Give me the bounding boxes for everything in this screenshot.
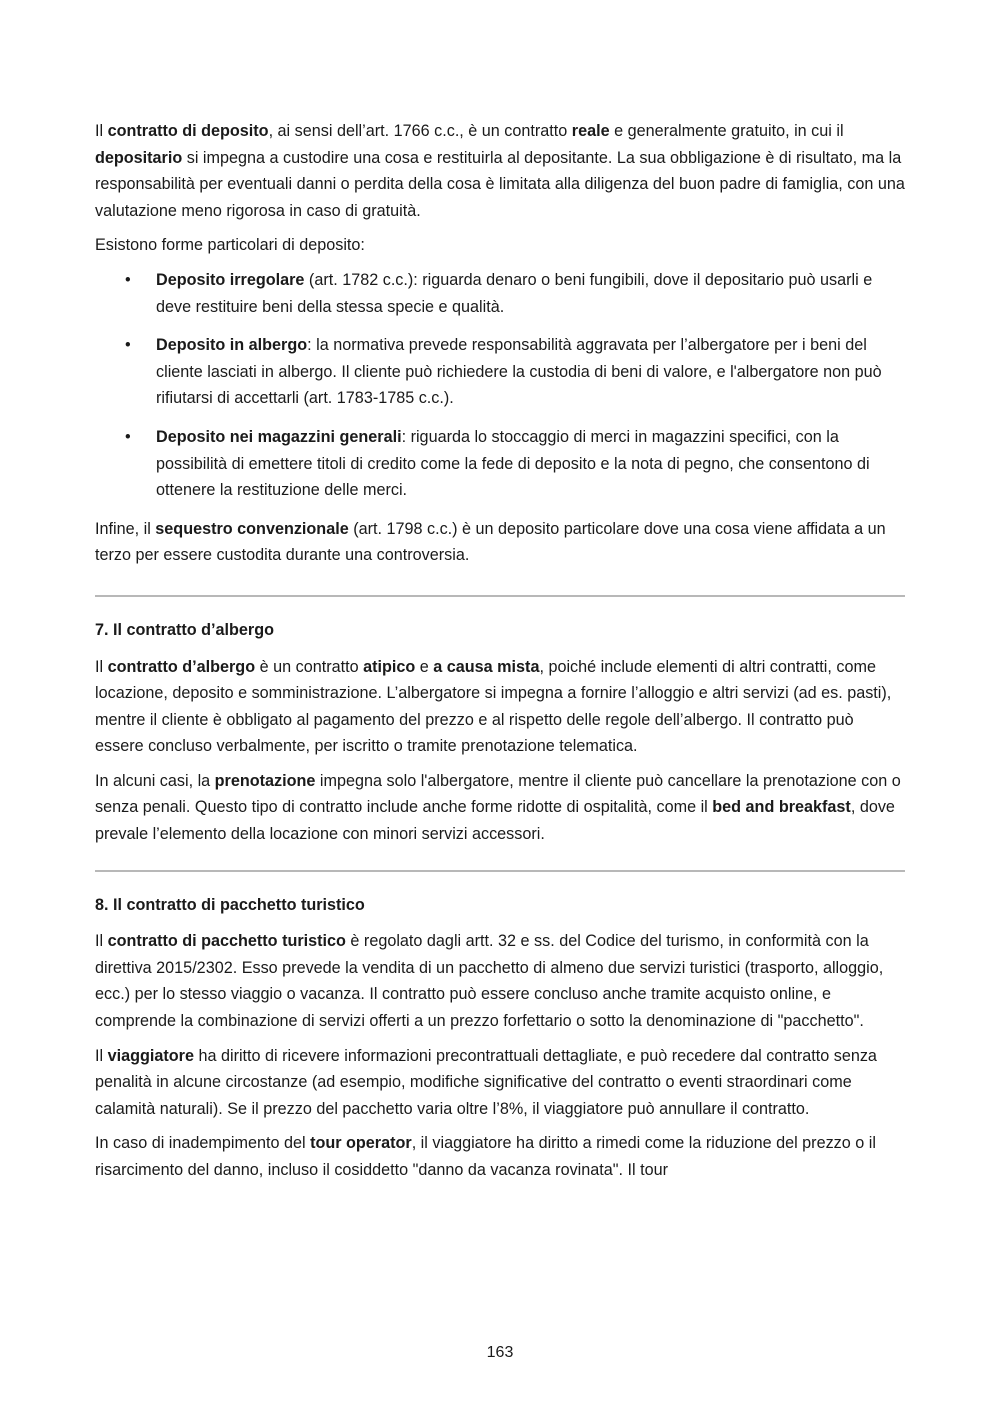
text: Il: [95, 122, 108, 140]
text: Il: [95, 1046, 108, 1065]
document-page: [95, 118, 905, 1192]
bold-term: sequestro convenzionale: [155, 519, 349, 538]
section-heading-albergo: 7. Il contratto d’albergo: [95, 620, 274, 639]
bullet-icon: •: [125, 336, 131, 355]
text: e: [415, 657, 434, 676]
text: , dove prevale l’elemento della locazione con minori servizi accessori.: [95, 798, 895, 844]
text: Il: [95, 932, 108, 951]
text: Il: [95, 657, 108, 676]
text: e generalmente gratuito, in cui il: [609, 122, 844, 140]
bold-term: Deposito nei magazzini generali: [156, 427, 402, 446]
pacchetto-paragraph-1: [95, 928, 905, 1034]
sequestro-paragraph: [95, 516, 905, 569]
bold-term: tour operator: [310, 1134, 412, 1153]
bold-term: depositario: [95, 148, 183, 167]
albergo-paragraph-1: [95, 654, 905, 760]
bullet-icon: •: [125, 270, 131, 289]
text: , ai sensi dell’art. 1766 c.c., è un contratto: [268, 122, 572, 140]
deposito-intro-paragraph: [95, 118, 905, 224]
bold-term: reale: [571, 122, 610, 140]
text: In alcuni casi, la: [95, 771, 215, 790]
deposito-forme-intro: Esistono forme particolari di deposito:: [95, 236, 365, 255]
section-divider: [95, 870, 905, 872]
pacchetto-paragraph-2: [95, 1043, 905, 1123]
text: , il viaggiatore ha diritto a rimedi come la riduzione del prezzo o il risarcimento del danno, incluso il cosiddetto "danno da vacanza rovinata". Il tour: [95, 1134, 876, 1179]
bold-term: a causa mista: [433, 657, 540, 676]
pacchetto-paragraph-3: [95, 1130, 905, 1183]
bullet-icon: •: [125, 427, 131, 446]
text: (art. 1782 c.c.): riguarda denaro o beni fungibili, dove il depositario può usarli e deve restituire beni della stessa specie e qualità.: [156, 270, 873, 316]
text: : riguarda lo stoccaggio di merci in magazzini specifici, con la possibilità di emettere titoli di credito come la fede di deposito e la nota di pegno, che consentono di ottenere la restituzione delle merci.: [156, 427, 870, 500]
text: : la normativa prevede responsabilità aggravata per l’albergatore per i beni del cliente lasciati in albergo. Il cliente può richiedere la custodia di beni di valore, e l'albergatore non può rifiutarsi di accettarli (art. 1783-1785 c.c.).: [156, 336, 882, 408]
text: (art. 1798 c.c.) è un deposito particolare dove una cosa viene affidata a un terzo per essere custodita durante una controversia.: [95, 519, 886, 565]
text: Infine, il: [95, 519, 156, 538]
list-item: [95, 424, 905, 504]
text: impegna solo l'albergatore, mentre il cliente può cancellare la prenotazione con o senza penali. Questo tipo di contratto include anche forme ridotte di ospitalità, come il: [95, 771, 901, 817]
bold-term: contratto di deposito: [107, 122, 269, 140]
text: In caso di inadempimento del: [95, 1134, 311, 1153]
section-divider: [95, 595, 905, 597]
text: è regolato dagli artt. 32 e ss. del Codice del turismo, in conformità con la direttiva 2015/2302. Esso prevede la vendita di un pacchetto di almeno due servizi turistici (trasporto, alloggio, ecc.) per lo stesso viaggio o vacanza. Il contratto può essere concluso anche tramite acquisto online, e comprende la combinazione di servizi offerti a un prezzo forfettario o sotto la denominazione di "pacchetto".: [95, 932, 884, 1031]
section-heading-pacchetto: 8. Il contratto di pacchetto turistico: [95, 895, 365, 914]
deposito-forme-list: [95, 267, 905, 504]
bold-term: atipico: [363, 657, 416, 676]
bold-term: prenotazione: [214, 771, 316, 790]
bold-term: contratto d’albergo: [107, 657, 256, 676]
list-item: [95, 267, 905, 320]
albergo-paragraph-2: [95, 768, 905, 848]
bold-term: contratto di pacchetto turistico: [107, 932, 346, 951]
bold-term: viaggiatore: [107, 1046, 194, 1065]
bold-term: Deposito in albergo: [156, 336, 308, 355]
text: si impegna a custodire una cosa e restituirla al depositante. La sua obbligazione è di risultato, ma la responsabilità per eventuali danni o perdita della cosa è limitata alla diligenza del buon padre di famiglia, con una valutazione meno rigorosa in caso di gratuità.: [95, 148, 905, 220]
text: ha diritto di ricevere informazioni precontrattuali dettagliate, e può recedere dal contratto senza penalità in alcune circostanze (ad esempio, modifiche significative del contratto o eventi straordinari come calamità naturali). Se il prezzo del pacchetto varia oltre l’8%, il viaggiatore può annullare il contratto.: [95, 1046, 877, 1118]
page-number: 163: [486, 1344, 514, 1361]
text: è un contratto: [255, 657, 364, 676]
bold-term: bed and breakfast: [712, 798, 851, 817]
list-item: [95, 332, 905, 412]
bold-term: Deposito irregolare: [156, 270, 305, 289]
text: , poiché include elementi di altri contratti, come locazione, deposito e somministrazione. L’albergatore si impegna a fornire l’alloggio e altri servizi (ad es. pasti), mentre il cliente è obbligato al pagamento del prezzo e al rispetto delle regole dell’albergo. Il contratto può essere concluso verbalmente, per iscritto o tramite prenotazione telematica.: [95, 657, 892, 756]
